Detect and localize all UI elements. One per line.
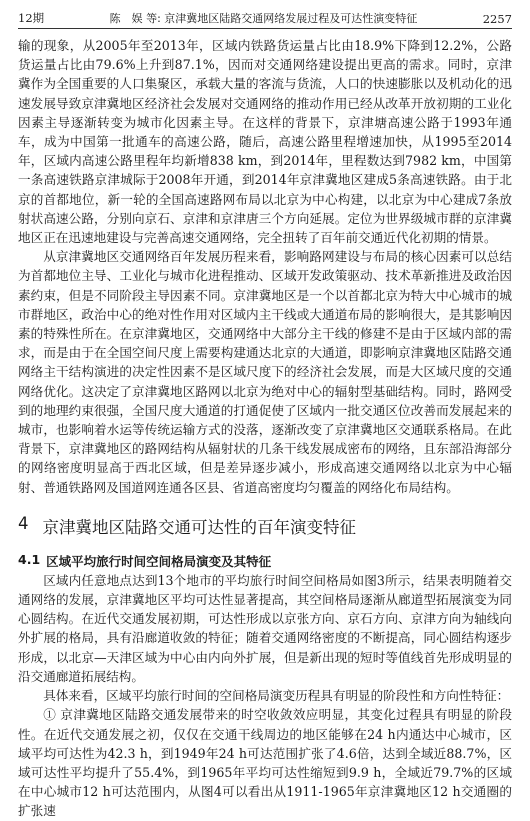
section-heading: [18, 514, 512, 538]
paragraph: 输的现象，从2005年至2013年，区域内铁路货运量占比由18.9%下降到12.2%，公路货运量占比由79.6%上升到87.1%，因而对交通网络建设提出更高的需求。同时，京津冀作为全国重要的人口集聚区，承载大量的客流与货流，人口的快速膨胀以及机动化的迅速发展导致京津冀地区经济社会发展对交通网络的推动作用已经从改革开放初期的工业化因素主导逐渐转变为城市化因素主导。在这样的背景下，京津塘高速公路于1993年通车，成为中国第一批通车的高速公路，随后，高速公路里程增速加快，从1995至2014年，区域内高速公路里程年均新增838 km，到2014年，里程数达到7982 km，中国第一条高速铁路京津城际于2008年开通，到2014年京津冀地区建成5条高速铁路。由于北京的首都地位，新一轮的全国高速路网布局以北京为中心构建，以北京为中心建成7条放射状高速公路，分别向京石、京津和京津唐三个方向延展。定位为世界级城市群的京津冀地区正在迅速地建设与完善高速交通网络，完全扭转了百年前交通近代化初期的情景。: [18, 38, 512, 246]
running-header: [18, 5, 512, 29]
running-title: 陈 娱 等: 京津冀地区陆路交通网络发展过程及可达性演变特征: [109, 12, 418, 25]
issue-number: 12期: [18, 11, 45, 25]
section-title: 京津冀地区陆路交通可达性的百年演变特征: [42, 517, 356, 537]
section-number: 4: [18, 513, 29, 533]
paragraph: 具体来看，区域平均旅行时间的空间格局演变历程具有明显的阶段性和方向性特征：: [43, 688, 510, 704]
paragraph: 从京津冀地区交通网络百年发展历程来看，影响路网建设与布局的核心因素可以总结为首都地位主导、工业化与城市化进程推动、区域开发政策驱动、技术革新推进及政治因素约束，但是不同阶段主导因素不同。京津冀地区是一个以首都北京为特大中心城市的城市群地区，政治中心的绝对性作用对区域内主干线或大通道布局的影响很大，是其影响因素的特殊性所在。在京津冀地区，交通网络中大部分主干线的修建不是由于区域内部的需求，而是由于在全国空间尺度上需要构建通达北京的大通道，即影响京津冀地区陆路交通网络主干结构演进的决定性因素不是区域尺度下的经济社会发展，而是大区域尺度的交通网络优化。这决定了京津冀地区路网以北京为绝对中心的辐射型基础结构。同时，路网受到的地理约束很强，全国尺度大通道的打通促使了区域内一批交通区位改善而发展起来的城市，也影响着水运等传统运输方式的没落，逐渐改变了京津冀地区交通联系格局。在此背景下，京津冀地区的路网结构从辐射状的几条干线发展成密布的网络，且东部沿海部分的网络密度明显高于西北区域，但是差异逐步减小，形成高速交通网络以北京为中心辐射、普通铁路网及国道网连通各区县、省道高密度均匀覆盖的网络化布局结构。: [18, 249, 512, 495]
article-body: [18, 36, 512, 821]
subsection-title: 区域平均旅行时间空间格局演变及其特征: [46, 553, 272, 569]
subsection-number: 4.1: [18, 551, 41, 567]
paragraph: ① 京津冀地区陆路交通发展带来的时空收敛效应明显，其变化过程具有明显的阶段性。在近代交通发展之初，仅仅在交通干线周边的地区能够在24 h内通达中心城市，区域平均可达性为42.3 h，到1949年24 h可达范围扩张了4.6倍，达到全域近88.7%，区域可达性平均提升了55.4%，到1965年平均可达性缩短到9.9 h，全域近79.7%的区域在中心城市12 h可达范围内，从图4可以看出从1911-1965年京津冀地区12 h交通圈的扩张速: [18, 707, 512, 819]
page-number: 2257: [482, 12, 512, 26]
paragraph: 区域内任意地点达到13个地市的平均旅行时间空间格局如图3所示，结果表明随着交通网络的发展，京津冀地区平均可达性显著提高，其空间格局逐渐从廊道型拓展演变为同心圆结构。在近代交通发展初期，可达性形成以京张方向、京石方向、京津方向为轴线向外扩展的格局，具有沿廊道收敛的特征；随着交通网络密度的不断提高，同心圆结构逐步形成，以北京—天津区域为中心由内向外扩展，但是新出现的短时等值线首先形成明显的沿交通廊道拓展结构。: [18, 572, 512, 684]
subsection-heading: [18, 552, 512, 570]
